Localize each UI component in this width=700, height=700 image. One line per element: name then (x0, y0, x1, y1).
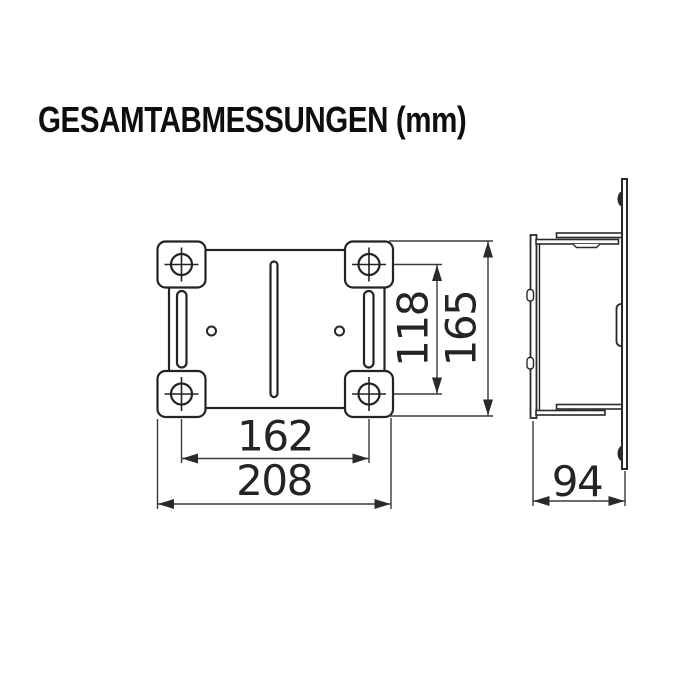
page-title: GESAMTABMESSUNGEN (mm) (38, 99, 467, 140)
center-slot (271, 262, 278, 398)
small-hole-left (207, 327, 216, 336)
dim-label-165: 165 (436, 290, 486, 367)
side-slot-bump-upper (527, 290, 534, 302)
left-slot (177, 291, 187, 368)
front-view (158, 241, 494, 509)
dim-label-118: 118 (388, 291, 438, 367)
side-hook-bump-top (618, 192, 623, 207)
dim-label-208: 208 (236, 456, 312, 505)
side-wall-plate (622, 179, 627, 469)
side-top-flange (536, 233, 623, 248)
side-view (527, 179, 627, 506)
dimension-hole-spacing-vertical (389, 265, 443, 395)
dim-label-94: 94 (551, 457, 603, 506)
side-hook-bump-bottom (618, 446, 623, 461)
side-bottom-flange (536, 405, 623, 416)
side-slot-bump-lower (527, 358, 534, 370)
small-hole-right (335, 327, 344, 336)
dimension-depth (533, 421, 625, 506)
right-slot (364, 291, 374, 368)
side-front-wall (531, 235, 537, 418)
dim-label-162: 162 (237, 411, 313, 461)
